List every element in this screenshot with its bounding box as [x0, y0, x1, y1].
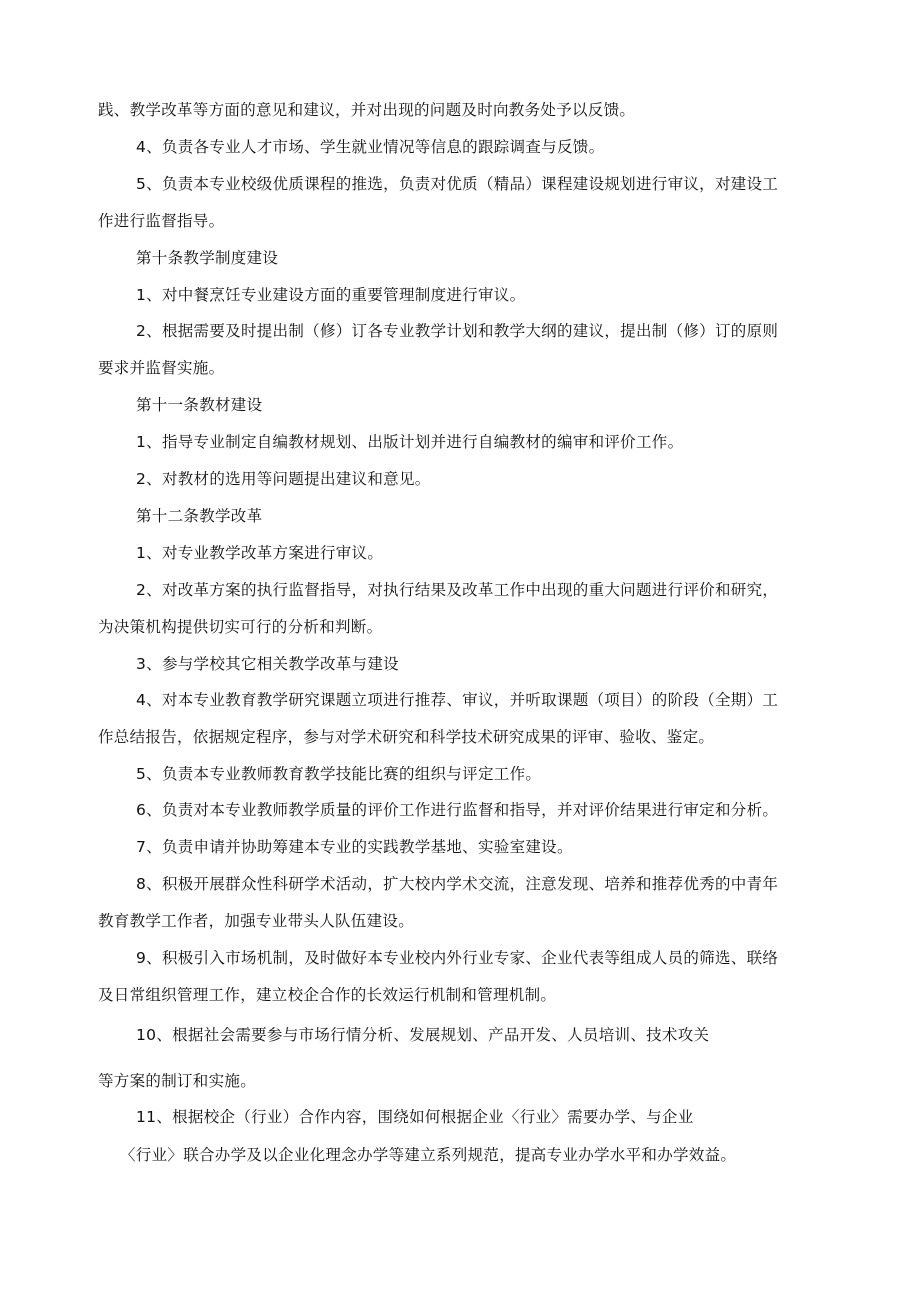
- text-line: 4、对本专业教育教学研究课题立项进行推荐、审议，并听取课题（项目）的阶段（全期）工: [136, 691, 779, 709]
- text-line: 6、负责对本专业教师教学质量的评价工作进行监督和指导，并对评价结果进行审定和分析。: [136, 801, 779, 819]
- text-line: 及日常组织管理工作，建立校企合作的长效运行机制和管理机制。: [98, 986, 557, 1004]
- text-line: 作总结报告，依据规定程序，参与对学术研究和科学技术研究成果的评审、验收、鉴定。: [98, 728, 715, 746]
- text-line: 1、对专业教学改革方案进行审议。: [136, 544, 384, 562]
- text-line: 〈行业〉联合办学及以企业化理念办学等建立系列规范，提高专业办学水平和办学效益。: [120, 1146, 737, 1164]
- text-line: 8、积极开展群众性科研学术活动，扩大校内学术交流，注意发现、培养和推荐优秀的中青年: [136, 875, 779, 893]
- text-line: 等方案的制订和实施。: [98, 1072, 257, 1090]
- text-line: 践、教学改革等方面的意见和建议，并对出现的问题及时向教务处予以反馈。: [98, 101, 636, 119]
- text-line: 为决策机构提供切实可行的分析和判断。: [98, 618, 383, 636]
- section-heading: 第十一条教材建设: [136, 396, 263, 414]
- text-line: 要求并监督实施。: [98, 359, 225, 377]
- text-line: 作进行监督指导。: [98, 212, 225, 230]
- text-line: 5、负责本专业校级优质课程的推选，负责对优质（精品）课程建设规划进行审议，对建设工: [136, 175, 779, 193]
- text-line: 9、积极引入市场机制，及时做好本专业校内外行业专家、企业代表等组成人员的筛选、联络: [136, 949, 779, 967]
- text-line: 1、对中餐烹饪专业建设方面的重要管理制度进行审议。: [136, 286, 526, 304]
- section-heading: 第十条教学制度建设: [136, 249, 279, 267]
- section-heading: 第十二条教学改革: [136, 507, 263, 525]
- text-line: 2、根据需要及时提出制（修）订各专业教学计划和教学大纲的建议，提出制（修）订的原则: [136, 322, 779, 340]
- text-line: 3、参与学校其它相关教学改革与建设: [136, 655, 399, 673]
- text-line: 10、根据社会需要参与市场行情分析、发展规划、产品开发、人员培训、技术攻关: [136, 1026, 710, 1044]
- text-line: 教育教学工作者，加强专业带头人队伍建设。: [98, 912, 415, 930]
- text-line: 4、负责各专业人才市场、学生就业情况等信息的跟踪调查与反馈。: [136, 138, 605, 156]
- text-line: 5、负责本专业教师教育教学技能比赛的组织与评定工作。: [136, 765, 542, 783]
- text-line: 2、对教材的选用等问题提出建议和意见。: [136, 470, 431, 488]
- text-line: 1、指导专业制定自编教材规划、出版计划并进行自编教材的编审和评价工作。: [136, 433, 684, 451]
- text-line: 11、根据校企（行业）合作内容，围绕如何根据企业〈行业〉需要办学、与企业: [136, 1108, 694, 1126]
- text-line: 2、对改革方案的执行监督指导，对执行结果及改革工作中出现的重大问题进行评价和研究，: [136, 581, 779, 599]
- text-line: 7、负责申请并协助筹建本专业的实践教学基地、实验室建设。: [136, 838, 573, 856]
